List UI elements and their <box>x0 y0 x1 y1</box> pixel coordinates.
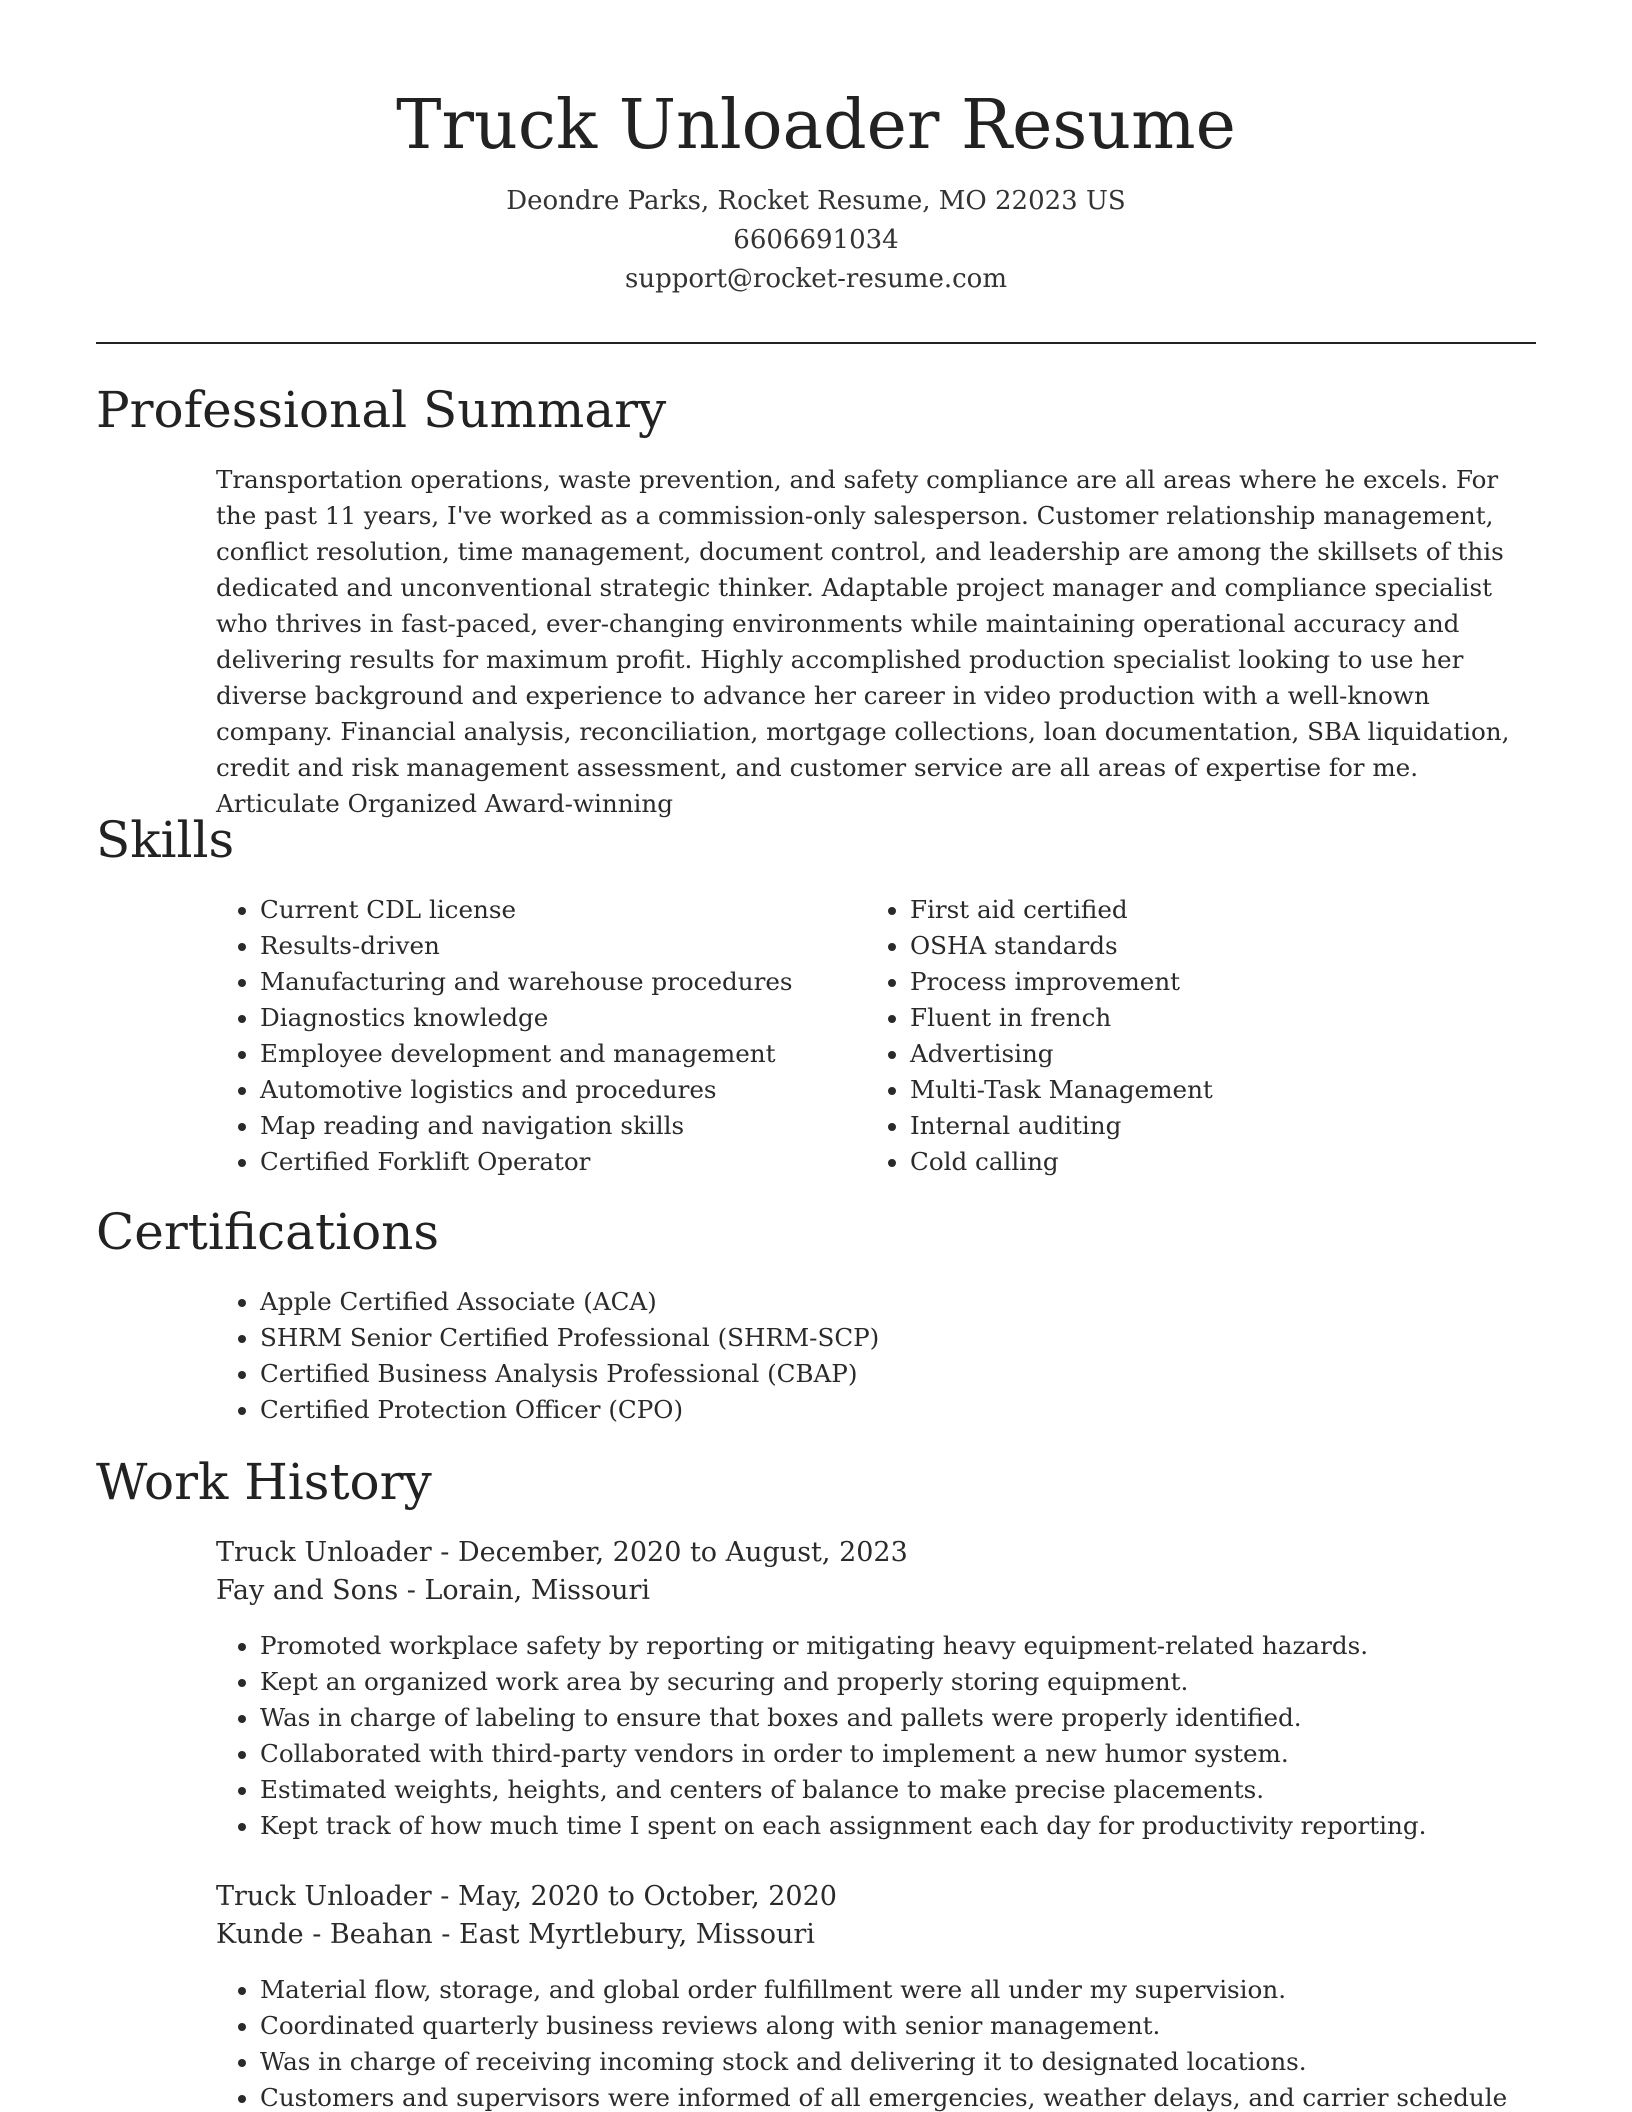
work-history-heading: Work History <box>96 1453 432 1511</box>
summary-text: Transportation operations, waste prevention, and safety compliance are all areas where he excels. For the past 11 years, I've worked as a commission-only salesperson. Customer relationship management, conflict resolution, time management, document control, and leadership are among the skillsets of this dedicated and unconventional strategic thinker. Adaptable project manager and compliance specialist who thrives in fast-paced, ever-changing environments while maintaining operational accuracy and delivering results for maximum profit. Highly accomplished production specialist looking to use her diverse background and experience to advance her career in video production with a well-known company. Financial analysis, reconciliation, mortgage collections, loan documentation, SBA liquidation, credit and risk management assessment, and customer service are all areas of expertise for me. Articulate Organized Award-winning <box>216 465 1510 818</box>
duty-item: • Coordinated quarterly business reviews along with senior management. <box>260 2008 1507 2044</box>
skill-item: • Fluent in french <box>910 1000 1213 1036</box>
duty-item: • Kept an organized work area by securing and properly storing equipment. <box>260 1664 1426 1700</box>
skills-column-right <box>866 892 1213 1180</box>
certification-item: • Apple Certified Associate (ACA) <box>260 1284 879 1320</box>
skill-item: • Manufacturing and warehouse procedures <box>260 964 793 1000</box>
job-duties-list <box>216 1972 1507 2112</box>
skill-item: • Certified Forklift Operator <box>260 1144 793 1180</box>
skill-item: • Cold calling <box>910 1144 1213 1180</box>
summary-heading: Professional Summary <box>96 381 667 439</box>
duty-item: • Material flow, storage, and global order fulfillment were all under my supervision. <box>260 1972 1507 2008</box>
skills-list-left <box>216 892 793 1180</box>
job-company-line: Fay and Sons - Lorain, Missouri <box>216 1575 651 1606</box>
certifications-heading: Certifications <box>96 1203 440 1261</box>
skill-item: • Diagnostics knowledge <box>260 1000 793 1036</box>
duty-item: • Collaborated with third-party vendors in order to implement a new humor system. <box>260 1736 1426 1772</box>
certifications-list <box>216 1284 879 1428</box>
skill-item: • Automotive logistics and procedures <box>260 1072 793 1108</box>
job-title-line: Truck Unloader - December, 2020 to August, 2023 <box>216 1537 908 1568</box>
skills-heading: Skills <box>96 811 235 869</box>
resume-header <box>96 80 1536 299</box>
job-company-line: Kunde - Beahan - East Myrtlebury, Missouri <box>216 1919 815 1950</box>
skill-item: • Current CDL license <box>260 892 793 928</box>
duty-item: • Kept track of how much time I spent on each assignment each day for productivity reporting. <box>260 1808 1426 1844</box>
skill-item: • Internal auditing <box>910 1108 1213 1144</box>
skills-column-left <box>216 892 793 1180</box>
certifications-block <box>216 1284 879 1428</box>
skill-item: • Advertising <box>910 1036 1213 1072</box>
skill-item: • Results-driven <box>260 928 793 964</box>
job-duties-list <box>216 1628 1426 1844</box>
contact-info <box>96 182 1536 299</box>
certification-item: • SHRM Senior Certified Professional (SHRM-SCP) <box>260 1320 879 1356</box>
certification-item: • Certified Protection Officer (CPO) <box>260 1392 879 1428</box>
duty-item: • Was in charge of labeling to ensure that boxes and pallets were properly identified. <box>260 1700 1426 1736</box>
header-divider <box>96 342 1536 344</box>
skill-item: • OSHA standards <box>910 928 1213 964</box>
skill-item: • Process improvement <box>910 964 1213 1000</box>
duty-item: • Customers and supervisors were informed of all emergencies, weather delays, and carrier schedule <box>260 2080 1507 2112</box>
contact-phone: 6606691034 <box>733 225 899 255</box>
skills-list-right <box>866 892 1213 1180</box>
job-title-line: Truck Unloader - May, 2020 to October, 2020 <box>216 1881 837 1912</box>
skill-item: • Employee development and management <box>260 1036 793 1072</box>
certification-item: • Certified Business Analysis Professional (CBAP) <box>260 1356 879 1392</box>
job-duties <box>216 1972 1507 2112</box>
skill-item: • Multi-Task Management <box>910 1072 1213 1108</box>
duty-item: • Was in charge of receiving incoming stock and delivering it to designated locations. <box>260 2044 1507 2080</box>
contact-address: Deondre Parks, Rocket Resume, MO 22023 US <box>506 186 1126 216</box>
page-title: Truck Unloader Resume <box>396 86 1236 165</box>
contact-email: support@rocket-resume.com <box>624 264 1007 294</box>
job-duties <box>216 1628 1426 1844</box>
skill-item: • Map reading and navigation skills <box>260 1108 793 1144</box>
skill-item: • First aid certified <box>910 892 1213 928</box>
duty-item: • Estimated weights, heights, and centers of balance to make precise placements. <box>260 1772 1426 1808</box>
duty-item: • Promoted workplace safety by reporting or mitigating heavy equipment-related hazards. <box>260 1628 1426 1664</box>
